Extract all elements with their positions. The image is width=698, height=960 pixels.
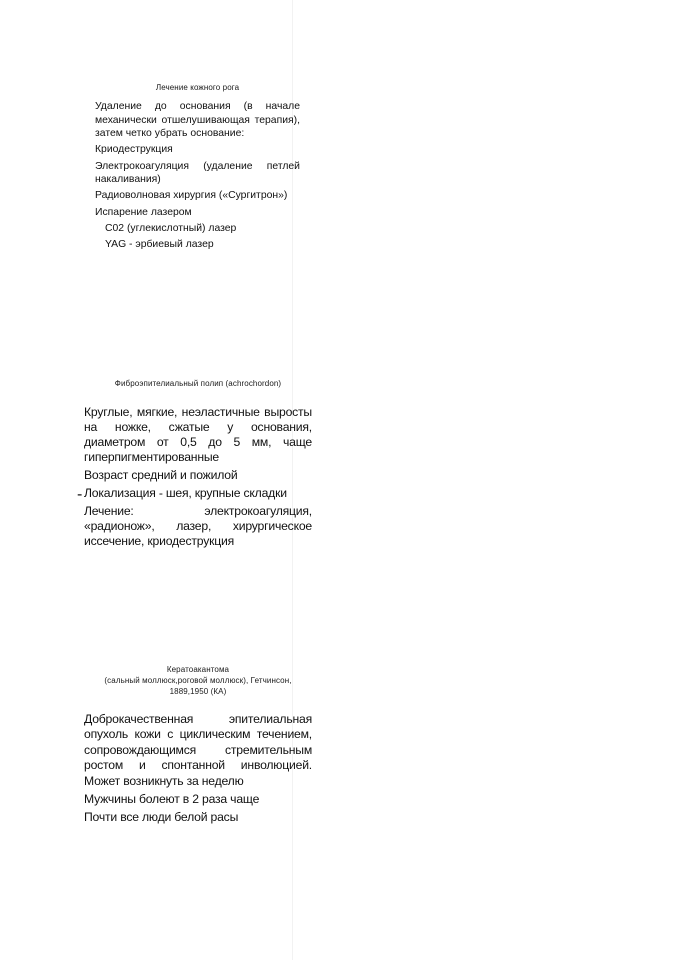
- section-subtitle: (сальный моллюск,роговой моллюск), Гетчинсон,: [104, 676, 292, 685]
- list-item: Испарение лазером: [95, 206, 192, 218]
- list-item: Доброкачественная эпителиальная опухоль кожи с циклическим течением, сопровождающимся стремительным ростом и спонтанной инволюцией. Может возникнуть за неделю: [84, 712, 312, 788]
- section-title: Лечение кожного рога: [155, 83, 240, 92]
- list-item: Почти все люди белой расы: [84, 810, 239, 825]
- section-subtitle: 1889,1950 (КА): [169, 687, 227, 696]
- list-item: Криодеструкция: [95, 144, 173, 156]
- list-item-with-dash: [77, 486, 312, 503]
- list-item: Круглые, мягкие, неэластичные выросты на ножке, сжатые у основания, диаметром от 0,5 до 5 мм, чаще гиперпигментированные: [84, 405, 312, 464]
- list-item: Электрокоагуляция (удаление петлей накаливания): [95, 160, 300, 186]
- dash-marker: -: [77, 486, 83, 503]
- list-item: Мужчины болеют в 2 раза чаще: [84, 792, 260, 807]
- sub-list-item: YAG - эрбиевый лазер: [105, 238, 214, 250]
- list-item: Возраст средний и пожилой: [84, 468, 238, 482]
- list-item: Удаление до основания (в начале механически отшелушивающая терапия), затем четко убрать основание:: [95, 101, 300, 140]
- section-keratoacanthoma: [84, 664, 312, 829]
- list-item: Локализация - шея, крупные складки: [84, 486, 287, 500]
- section-title: Кератоакантома: [166, 665, 230, 674]
- list-item: Лечение: электрокоагуляция, «радионож», лазер, хирургическое иссечение, криодеструкция: [84, 504, 312, 548]
- section-skin-horn-treatment: [95, 82, 300, 254]
- list-item: Радиоволновая хирургия («Сургитрон»): [95, 190, 288, 202]
- sub-list-item: С02 (углекислотный) лазер: [105, 222, 237, 234]
- section-fibroepithelial-polyp: [77, 378, 312, 552]
- section-title: Фиброэпителиальный полип (achrochordon): [114, 379, 282, 388]
